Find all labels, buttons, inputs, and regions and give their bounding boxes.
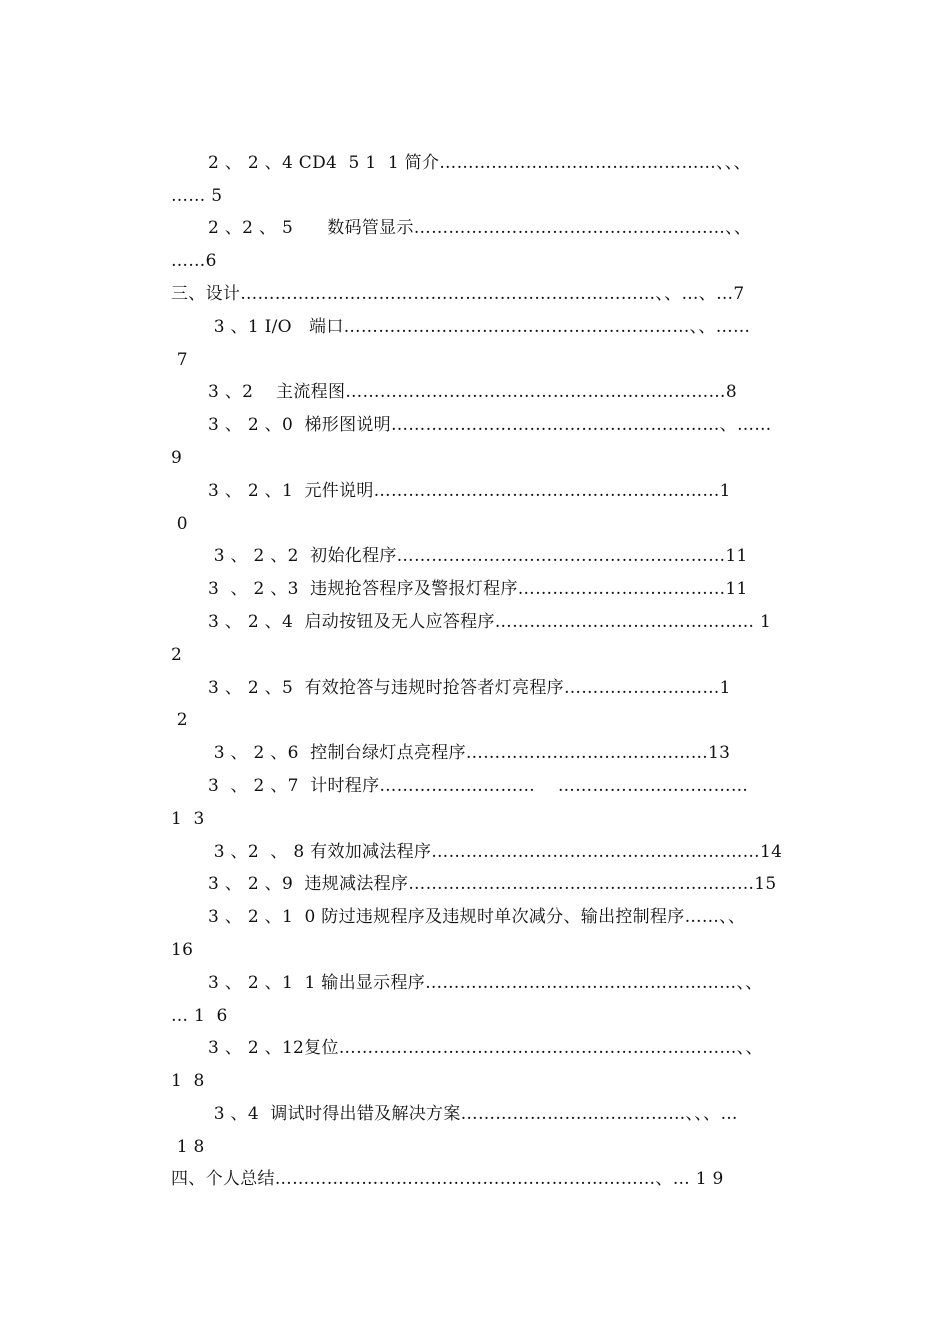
toc-line: 3 、 2 、6 控制台绿灯点亮程序……………………………………13	[208, 743, 731, 763]
toc-line: 四、个人总结…………………………………………………………、… 1 9	[171, 1169, 724, 1189]
toc-line: 3 、 2 、1 元件说明……………………………………………………1	[208, 481, 731, 501]
toc-line: …… 5	[171, 186, 223, 206]
toc-line: 3 、 2 、7 计时程序……………………… ……………………………	[208, 776, 749, 796]
toc-line: 1 3	[171, 809, 205, 829]
toc-line: 3 、 2 、9 违规减法程序……………………………………………………15	[208, 874, 777, 894]
toc-line: 7	[171, 350, 188, 370]
toc-line: 3 、2 主流程图…………………………………………………………8	[208, 382, 737, 402]
toc-line: 16	[171, 940, 194, 960]
toc-line: 3 、1 I/O 端口……………………………………………………、、……	[208, 317, 751, 337]
toc-line: 2	[171, 645, 183, 665]
toc-line: 3 、 2 、3 违规抢答程序及警报灯程序………………………………11	[208, 579, 748, 599]
toc-line: 2 、 2 、4 CD4 5 1 1 简介…………………………………………、、、	[208, 153, 751, 173]
toc-line: 3 、 2 、12复位……………………………………………………………、、	[208, 1038, 763, 1058]
toc-line: 1 8	[171, 1071, 205, 1091]
toc-line: 三、设计………………………………………………………………、、…、…7	[171, 284, 745, 304]
toc-line: 3 、 2 、2 初始化程序…………………………………………………11	[208, 546, 748, 566]
toc-line: 3 、 2 、0 梯形图说明…………………………………………………、……	[208, 415, 772, 435]
toc-line: … 1 6	[171, 1006, 228, 1026]
toc-line: 3 、 2 、1 0 防过违规程序及违规时单次减分、输出控制程序……、、	[208, 907, 746, 927]
toc-line: 3 、2 、 8 有效加减法程序…………………………………………………14	[208, 842, 783, 862]
toc-line: 3 、4 调试时得出错及解决方案…………………………………、、、…	[208, 1104, 738, 1124]
toc-line: 2	[171, 710, 188, 730]
toc-line: 3 、 2 、5 有效抢答与违规时抢答者灯亮程序………………………1	[208, 678, 731, 698]
toc-line: 0	[171, 514, 188, 534]
toc-line: 2 、2 、 5 数码管显示………………………………………………、、	[208, 218, 752, 238]
toc-line: 1 8	[171, 1137, 205, 1157]
toc-line: 3 、 2 、4 启动按钮及无人应答程序……………………………………… 1	[208, 612, 772, 632]
toc-line: 9	[171, 448, 183, 468]
toc-line: 3 、 2 、1 1 输出显示程序………………………………………………、、	[208, 973, 763, 993]
toc-line: ……6	[171, 251, 217, 271]
